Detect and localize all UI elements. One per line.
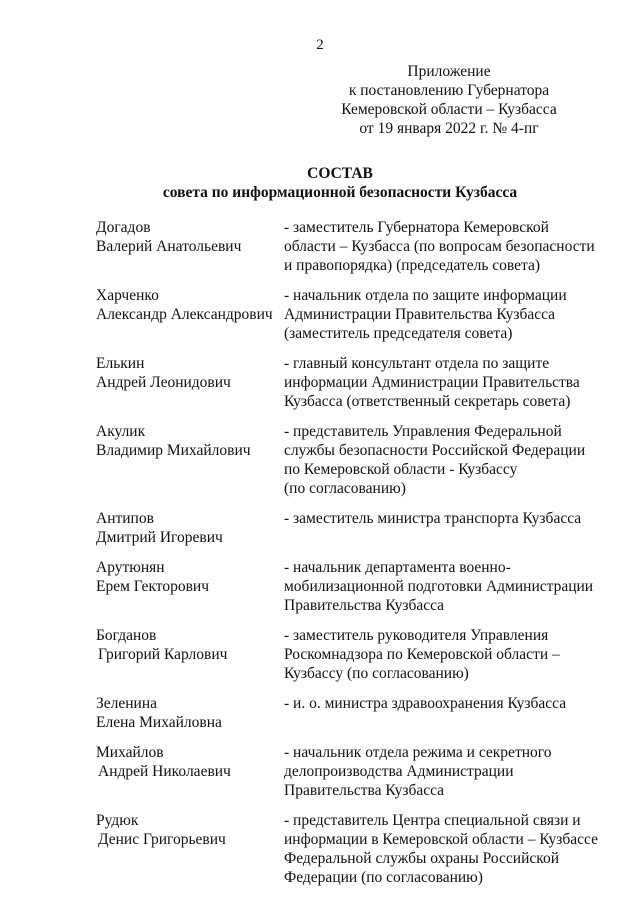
member-name xyxy=(96,286,284,343)
member-role xyxy=(284,694,626,732)
member-name xyxy=(96,218,284,275)
members-list xyxy=(96,218,626,898)
member-given-names: Дмитрий Игоревич xyxy=(96,529,223,546)
member-given-names: Григорий Карлович xyxy=(98,646,228,663)
role-line: Федерации (по согласованию) xyxy=(284,869,483,886)
member-row xyxy=(96,811,626,887)
role-line: - начальник департамента военно- xyxy=(284,559,511,576)
role-line: Кузбассу (по согласованию) xyxy=(284,665,469,682)
member-role xyxy=(284,422,626,498)
member-name xyxy=(96,354,284,411)
role-line: делопроизводства Администрации xyxy=(284,763,514,780)
member-role xyxy=(284,354,626,411)
member-role xyxy=(284,218,626,275)
member-surname: Акулик xyxy=(96,423,146,440)
role-line: Правительства Кузбасса xyxy=(284,782,445,799)
role-line: - представитель Управления Федеральной xyxy=(284,423,562,440)
member-name xyxy=(96,626,284,683)
appendix-line: к постановлению Губернатора xyxy=(348,82,550,99)
member-surname: Антипов xyxy=(96,510,154,527)
member-surname: Арутюнян xyxy=(96,559,165,576)
member-surname: Зеленина xyxy=(96,695,158,712)
member-role xyxy=(284,743,626,800)
member-name xyxy=(96,743,284,800)
member-name xyxy=(96,509,284,547)
role-line: - начальник отдела по защите информации xyxy=(284,287,567,304)
member-row xyxy=(96,694,626,732)
appendix-line: Кемеровской области – Кузбасса xyxy=(341,101,557,118)
appendix-line: от 19 января 2022 г. № 4-пг xyxy=(359,120,539,137)
title-heading: СОСТАВ xyxy=(307,165,373,182)
role-line: - заместитель министра транспорта Кузбасса xyxy=(284,510,582,527)
member-given-names: Андрей Леонидович xyxy=(96,374,231,391)
member-role xyxy=(284,626,626,683)
appendix-line: Приложение xyxy=(407,63,491,80)
member-row xyxy=(96,286,626,343)
role-line: Роскомнадзора по Кемеровской области – xyxy=(284,646,560,663)
member-name xyxy=(96,811,284,887)
appendix-block xyxy=(330,62,568,138)
role-line: и правопорядка) (председатель совета) xyxy=(284,257,541,274)
member-given-names: Владимир Михайлович xyxy=(96,442,251,459)
role-line: области – Кузбасса (по вопросам безопасности xyxy=(284,238,595,255)
role-line: Администрации Правительства Кузбасса xyxy=(284,306,556,323)
member-surname: Михайлов xyxy=(96,744,164,761)
document-title xyxy=(0,164,640,202)
member-given-names: Валерий Анатольевич xyxy=(96,238,242,255)
role-line: по Кемеровской области - Кузбассу xyxy=(284,461,518,478)
member-given-names: Елена Михайловна xyxy=(96,714,222,731)
member-given-names: Александр Александрович xyxy=(96,306,273,323)
page-number: 2 xyxy=(316,37,324,53)
member-row xyxy=(96,626,626,683)
member-role xyxy=(284,509,626,547)
member-given-names: Денис Григорьевич xyxy=(98,831,226,848)
member-given-names: Андрей Николаевич xyxy=(98,763,231,780)
role-line: (по согласованию) xyxy=(284,480,406,497)
member-surname: Елькин xyxy=(96,355,145,372)
role-line: - начальник отдела режима и секретного xyxy=(284,744,552,761)
member-role xyxy=(284,811,626,887)
role-line: информации в Кемеровской области – Кузбассе xyxy=(284,831,598,848)
member-row xyxy=(96,218,626,275)
member-name xyxy=(96,422,284,498)
role-line: Кузбасса (ответственный секретарь совета) xyxy=(284,393,571,410)
role-line: - заместитель руководителя Управления xyxy=(284,627,549,644)
role-line: - и. о. министра здравоохранения Кузбасса xyxy=(284,695,567,712)
member-role xyxy=(284,286,626,343)
role-line: Федеральной службы охраны Российской xyxy=(284,850,560,867)
member-row xyxy=(96,422,626,498)
member-row xyxy=(96,558,626,615)
member-row xyxy=(96,509,626,547)
title-subheading: совета по информационной безопасности Кузбасса xyxy=(162,184,518,201)
role-line: - представитель Центра специальной связи и xyxy=(284,812,581,829)
member-surname: Харченко xyxy=(96,287,159,304)
role-line: - заместитель Губернатора Кемеровской xyxy=(284,219,549,236)
role-line: службы безопасности Российской Федерации xyxy=(284,442,586,459)
role-line: информации Администрации Правительства xyxy=(284,374,580,391)
member-given-names: Ерем Гекторович xyxy=(96,578,209,595)
member-surname: Богданов xyxy=(96,627,157,644)
member-row xyxy=(96,743,626,800)
member-name xyxy=(96,694,284,732)
member-surname: Рудюк xyxy=(96,812,139,829)
member-surname: Догадов xyxy=(96,219,151,236)
member-role xyxy=(284,558,626,615)
role-line: мобилизационной подготовки Администрации xyxy=(284,578,594,595)
role-line: - главный консультант отдела по защите xyxy=(284,355,550,372)
member-name xyxy=(96,558,284,615)
member-row xyxy=(96,354,626,411)
role-line: Правительства Кузбасса xyxy=(284,597,445,614)
role-line: (заместитель председателя совета) xyxy=(284,325,513,342)
